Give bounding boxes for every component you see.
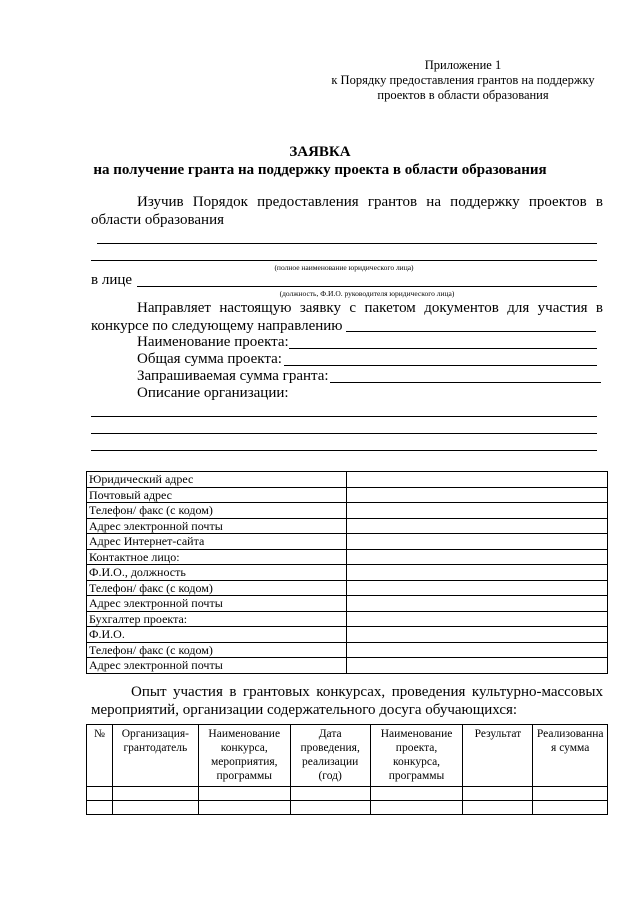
project-name-label: Наименование проекта: (137, 334, 289, 350)
info-row-label: Адрес электронной почты (87, 658, 347, 674)
grant-experience-table (86, 724, 608, 815)
info-row-label: Телефон/ факс (с кодом) (87, 580, 347, 596)
table-row[interactable] (87, 787, 608, 801)
table-row (87, 611, 608, 627)
direction-line[interactable] (346, 331, 596, 332)
document-subtitle: на получение гранта на поддержку проекта в области образования (93, 162, 547, 178)
in-person-caption: (должность, Ф.И.О. руководителя юридического лица) (279, 289, 455, 298)
info-row-value[interactable] (346, 596, 607, 612)
org-description-label: Описание организации: (137, 385, 289, 401)
info-row-label: Юридический адрес (87, 472, 347, 488)
description-line-3[interactable] (91, 450, 597, 451)
direction-line-2: конкурсе по следующему направлению (91, 318, 343, 334)
info-row-value[interactable] (346, 627, 607, 643)
table-row (87, 472, 608, 488)
table-row (87, 596, 608, 612)
in-person-line[interactable] (137, 286, 597, 287)
info-row-label: Ф.И.О. (87, 627, 347, 643)
info-row-label: Телефон/ факс (с кодом) (87, 642, 347, 658)
column-header: Организация-грантодатель (112, 725, 198, 787)
info-row-label: Адрес электронной почты (87, 518, 347, 534)
appendix-header (323, 58, 603, 103)
table-row (87, 565, 608, 581)
info-row-label: Адрес Интернет-сайта (87, 534, 347, 550)
column-header: Наименование конкурса, мероприятия, программы (198, 725, 290, 787)
in-person-label: в лице (91, 272, 133, 288)
info-row-value[interactable] (346, 503, 607, 519)
info-row-value[interactable] (346, 580, 607, 596)
info-row-label: Ф.И.О., должность (87, 565, 347, 581)
grant-sum-label: Запрашиваемая сумма гранта: (137, 368, 329, 384)
table-row (87, 487, 608, 503)
document-title: ЗАЯВКА (289, 144, 351, 160)
total-sum-label: Общая сумма проекта: (137, 351, 282, 367)
experience-line-2: мероприятий, организации содержательного досуга обучающихся: (91, 702, 518, 718)
info-row-value[interactable] (346, 487, 607, 503)
info-row-value[interactable] (346, 565, 607, 581)
info-row-label: Контактное лицо: (87, 549, 347, 565)
column-header: № (87, 725, 113, 787)
table-row (87, 627, 608, 643)
table-row (87, 503, 608, 519)
info-row-value[interactable] (346, 534, 607, 550)
description-line-1[interactable] (91, 416, 597, 417)
table-row (87, 580, 608, 596)
column-header: Реализованная сумма (533, 725, 608, 787)
info-row-label: Бухгалтер проекта: (87, 611, 347, 627)
organization-info-table (86, 471, 608, 674)
intro-line-1: Изучив Порядок предоставления грантов на поддержку проектов в (137, 194, 603, 210)
table-row (87, 549, 608, 565)
info-row-value[interactable] (346, 611, 607, 627)
info-row-value[interactable] (346, 518, 607, 534)
org-name-line-1[interactable] (97, 243, 597, 244)
appendix-line-1: Приложение 1 (424, 58, 502, 72)
info-row-label: Адрес электронной почты (87, 596, 347, 612)
info-row-label: Почтовый адрес (87, 487, 347, 503)
info-row-label: Телефон/ факс (с кодом) (87, 503, 347, 519)
grant-sum-line[interactable] (330, 382, 601, 383)
table-row[interactable] (87, 801, 608, 815)
table-row (87, 518, 608, 534)
info-row-value[interactable] (346, 642, 607, 658)
org-name-caption: (полное наименование юридического лица) (274, 263, 414, 272)
column-header: Дата проведения, реализации (год) (290, 725, 370, 787)
appendix-line-2: к Порядку предоставления грантов на поддержку (331, 73, 595, 87)
org-name-line-2[interactable] (91, 260, 597, 261)
total-sum-line[interactable] (284, 365, 597, 366)
appendix-line-3: проектов в области образования (377, 88, 549, 102)
column-header: Наименование проекта, конкурса, программы (370, 725, 463, 787)
description-line-2[interactable] (91, 433, 597, 434)
table-row (87, 534, 608, 550)
intro-line-2: области образования (91, 212, 225, 228)
experience-line-1: Опыт участия в грантовых конкурсах, проведения культурно-массовых (131, 684, 603, 700)
column-header: Результат (463, 725, 533, 787)
table-row (87, 658, 608, 674)
direction-line-1: Направляет настоящую заявку с пакетом документов для участия в (137, 300, 603, 316)
info-row-value[interactable] (346, 472, 607, 488)
project-name-line[interactable] (289, 348, 597, 349)
info-row-value[interactable] (346, 549, 607, 565)
table-row (87, 642, 608, 658)
info-row-value[interactable] (346, 658, 607, 674)
